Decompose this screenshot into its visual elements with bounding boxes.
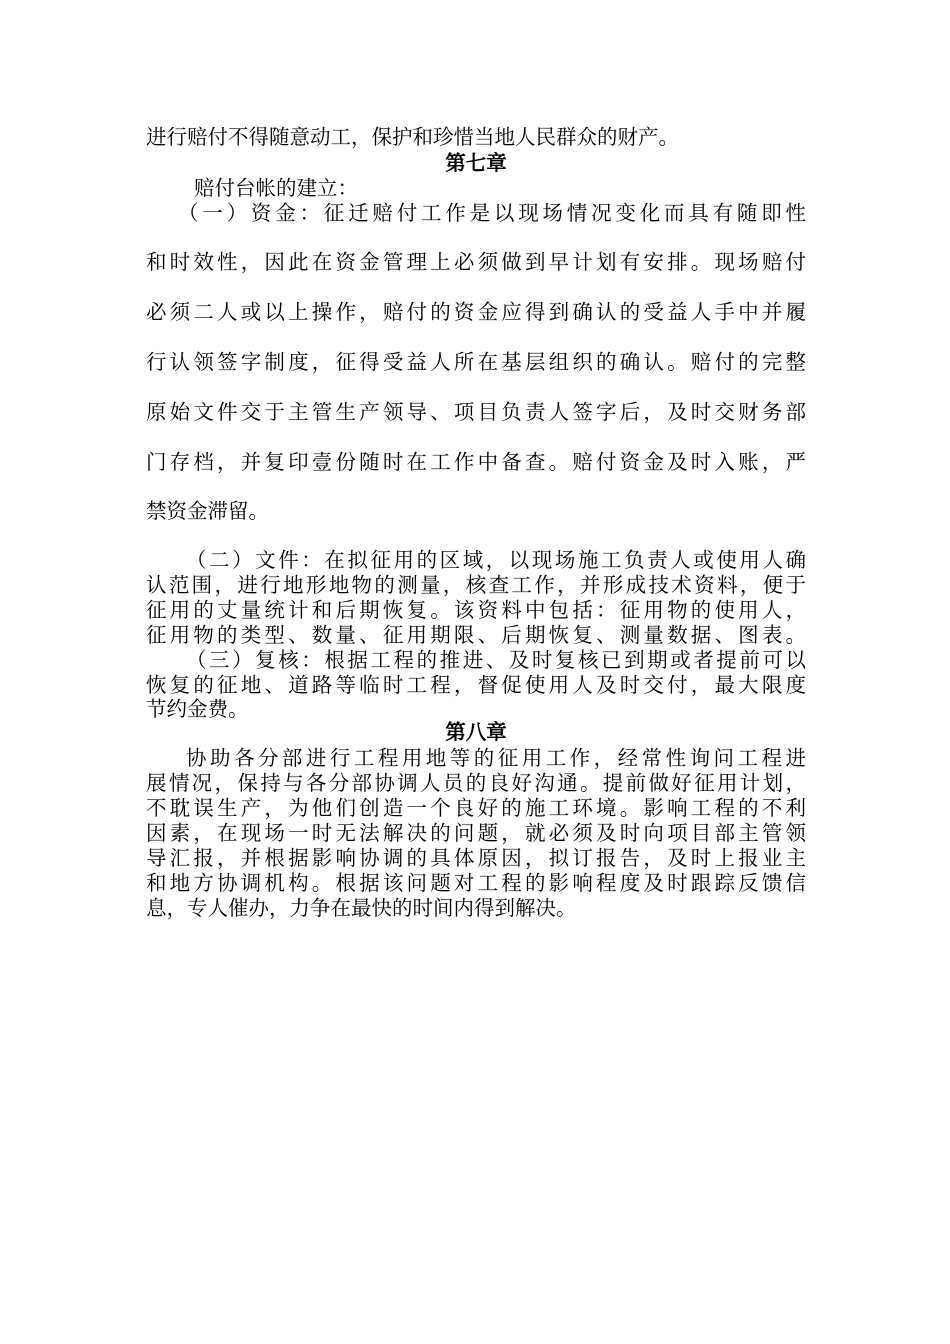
funds-line: 行认领签字制度，征得受益人所在基层组织的确认。赔付的完整 — [146, 350, 806, 374]
chapter-7-title: 第七章 — [445, 151, 507, 175]
funds-line: （一）资金：征迁赔付工作是以现场情况变化而具有随即性 — [178, 201, 806, 225]
chapter-8-line: 展情况，保持与各分部协调人员的良好沟通。提前做好征用计划， — [146, 771, 806, 795]
documents-line: 认范围，进行地形地物的测量，核查工作，并形成技术资料，便于 — [146, 573, 806, 597]
chapter-8-line: 和地方协调机构。根据该问题对工程的影响程度及时跟踪反馈信 — [146, 871, 806, 895]
review-line: 节约金费。 — [146, 697, 249, 721]
funds-line: 和时效性，因此在资金管理上必须做到早计划有安排。现场赔付 — [146, 250, 806, 274]
funds-line: 门存档，并复印壹份随时在工作中备查。赔付资金及时入账，严 — [146, 450, 806, 474]
chapter-7-subtitle: 赔付台帐的建立： — [194, 176, 358, 200]
funds-line: 原始文件交于主管生产领导、项目负责人签字后，及时交财务部 — [146, 400, 806, 424]
chapter-8-line: 不耽误生产，为他们创造一个良好的施工环境。影响工程的不利 — [146, 796, 806, 820]
chapter-8-line: 协助各分部进行工程用地等的征用工作，经常性询问工程进 — [186, 746, 806, 770]
chapter-8-line: 息，专人催办，力争在最快的时间内得到解决。 — [146, 896, 577, 920]
funds-line: 必须二人或以上操作，赔付的资金应得到确认的受益人手中并履 — [146, 300, 806, 324]
review-line: （三）复核：根据工程的推进、及时复核已到期或者提前可以 — [186, 648, 806, 672]
documents-line: 征用的丈量统计和后期恢复。该资料中包括：征用物的使用人， — [146, 598, 806, 622]
chapter-8-title: 第八章 — [445, 720, 507, 744]
documents-line: 征用物的类型、数量、征用期限、后期恢复、测量数据、图表。 — [146, 623, 806, 647]
chapter-8-line: 导汇报，并根据影响协调的具体原因，拟订报告，及时上报业主 — [146, 846, 806, 870]
chapter-8-line: 因素，在现场一时无法解决的问题，就必须及时向项目部主管领 — [146, 821, 806, 845]
funds-line: 禁资金滞留。 — [146, 499, 269, 523]
documents-line: （二）文件：在拟征用的区域，以现场施工负责人或使用人确 — [186, 548, 806, 572]
review-line: 恢复的征地、道路等临时工程，督促使用人及时交付，最大限度 — [146, 673, 806, 697]
intro-line: 进行赔付不得随意动工，保护和珍惜当地人民群众的财产。 — [146, 125, 679, 149]
